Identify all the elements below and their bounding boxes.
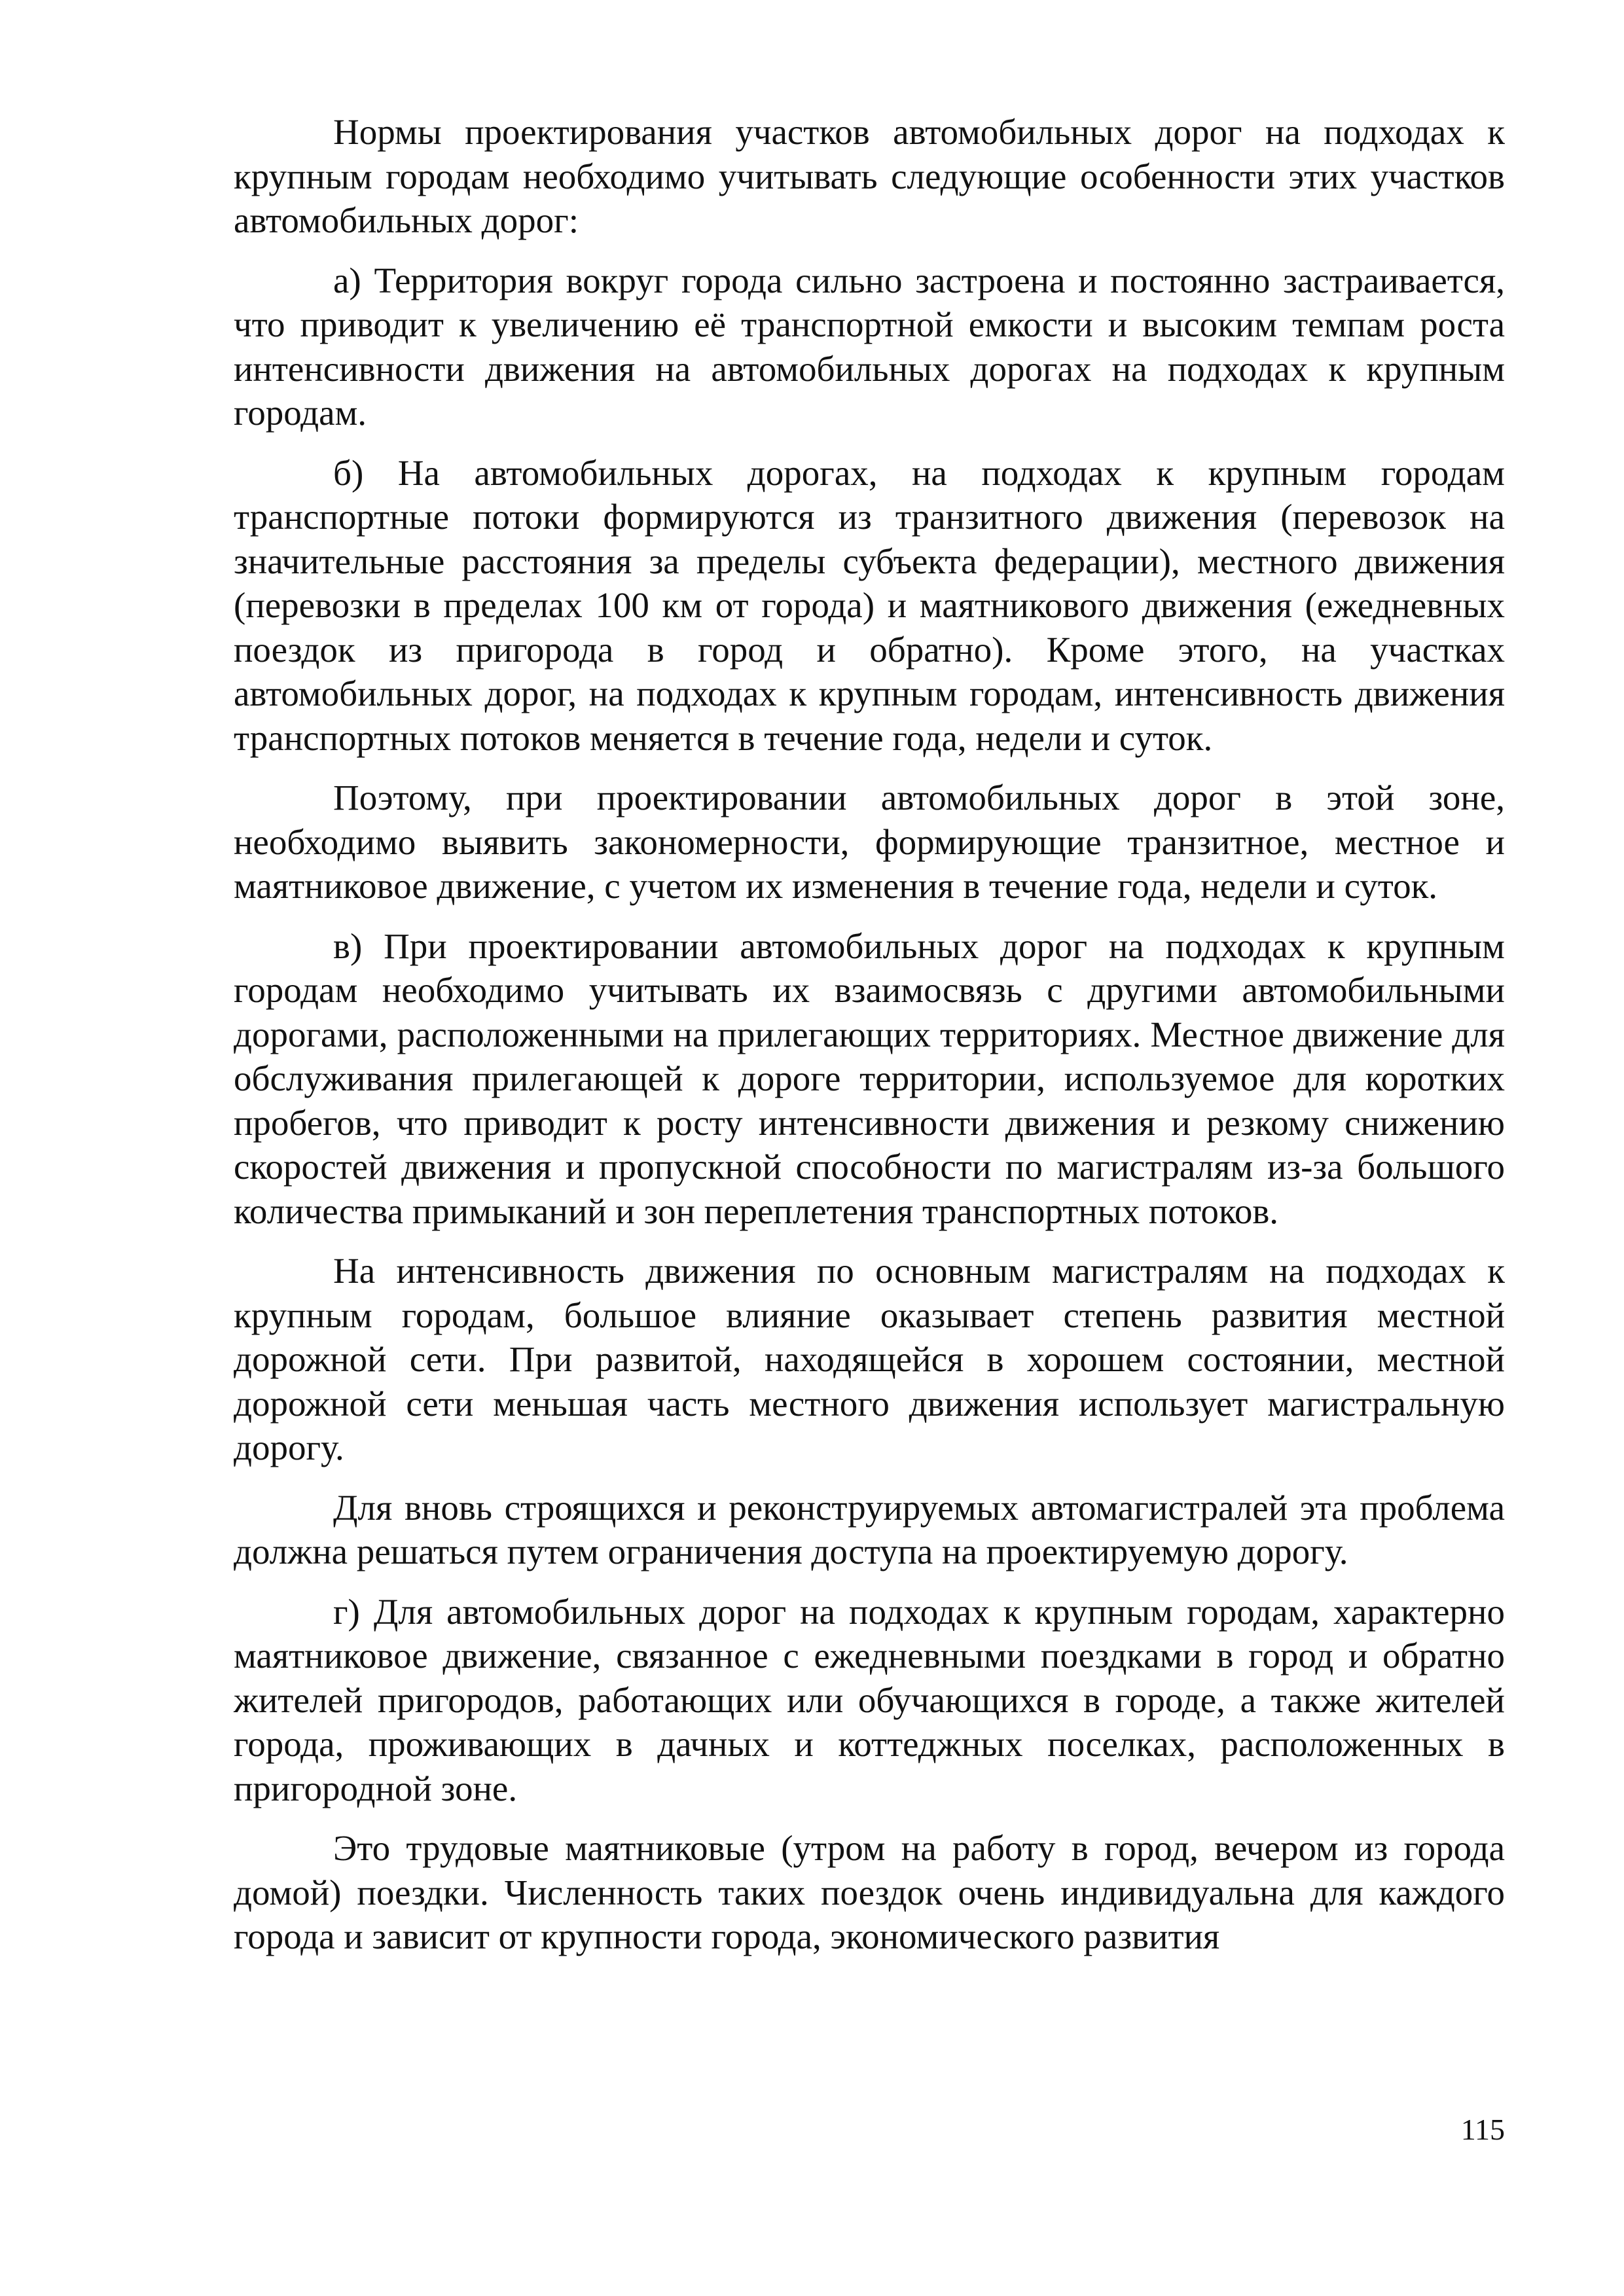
paragraph-item-v: в) При проектировании автомобильных дорог на подходах к крупным городам необходимо учитывать их взаимосвязь с другими автомобильными дорогами, расположенными на прилегающих территориях. Местное движение для обслуживания прилегающей к дороге территории, используемое для коротких пробегов, что приводит к росту интенсивности движения и резкому снижению скоростей движения и пропускной способности по магистралям из-за большого количества примыканий и зон переплетения транспортных потоков. — [234, 925, 1505, 1231]
page-number: 115 — [1460, 2113, 1505, 2146]
paragraph-intro: Нормы проектирования участков автомобильных дорог на подходах к крупным городам необходимо учитывать следующие особенности этих участков автомобильных дорог: — [234, 112, 1505, 240]
paragraph-new-highways: Для вновь строящихся и реконструируемых автомагистралей эта проблема должна решаться путем ограничения доступа на проектируемую дорогу. — [234, 1487, 1505, 1571]
body-text — [234, 110, 1505, 1959]
paragraph-item-b: б) На автомобильных дорогах, на подходах к крупным городам транспортные потоки формируются из транзитного движения (перевозок на значительные расстояния за пределы субъекта федерации), местного движения (перевозки в пределах 100 км от города) и маятникового движения (ежедневных поездок из пригорода в город и обратно). Кроме этого, на участках автомобильных дорог, на подходах к крупным городам, интенсивность движения транспортных потоков меняется в течение года, недели и суток. — [234, 452, 1505, 758]
paragraph-item-g: г) Для автомобильных дорог на подходах к крупным городам, характерно маятниковое движение, связанное с ежедневными поездками в город и обратно жителей пригородов, работающих или обучающихся в городе, а также жителей города, проживающих в дачных и коттеджных поселках, расположенных в пригородной зоне. — [234, 1591, 1505, 1808]
paragraph-local-network: На интенсивность движения по основным магистралям на подходах к крупным городам, большое влияние оказывает степень развития местной дорожной сети. При развитой, находящейся в хорошем состоянии, местной дорожной сети меньшая часть местного движения использует магистральную дорогу. — [234, 1251, 1505, 1467]
paragraph-commute: Это трудовые маятниковые (утром на работу в город, вечером из города домой) поездки. Численность таких поездок очень индивидуальна для каждого города и зависит от крупности города, экономического развития — [234, 1828, 1505, 1956]
paragraph-item-a: а) Территория вокруг города сильно застроена и постоянно застраивается, что приводит к увеличению её транспортной емкости и высоким темпам роста интенсивности движения на автомобильных дорогах на подходах к крупным городам. — [234, 260, 1505, 433]
paragraph-therefore: Поэтому, при проектировании автомобильных дорог в этой зоне, необходимо выявить закономерности, формирующие транзитное, местное и маятниковое движение, с учетом их изменения в течение года, недели и суток. — [234, 778, 1505, 906]
